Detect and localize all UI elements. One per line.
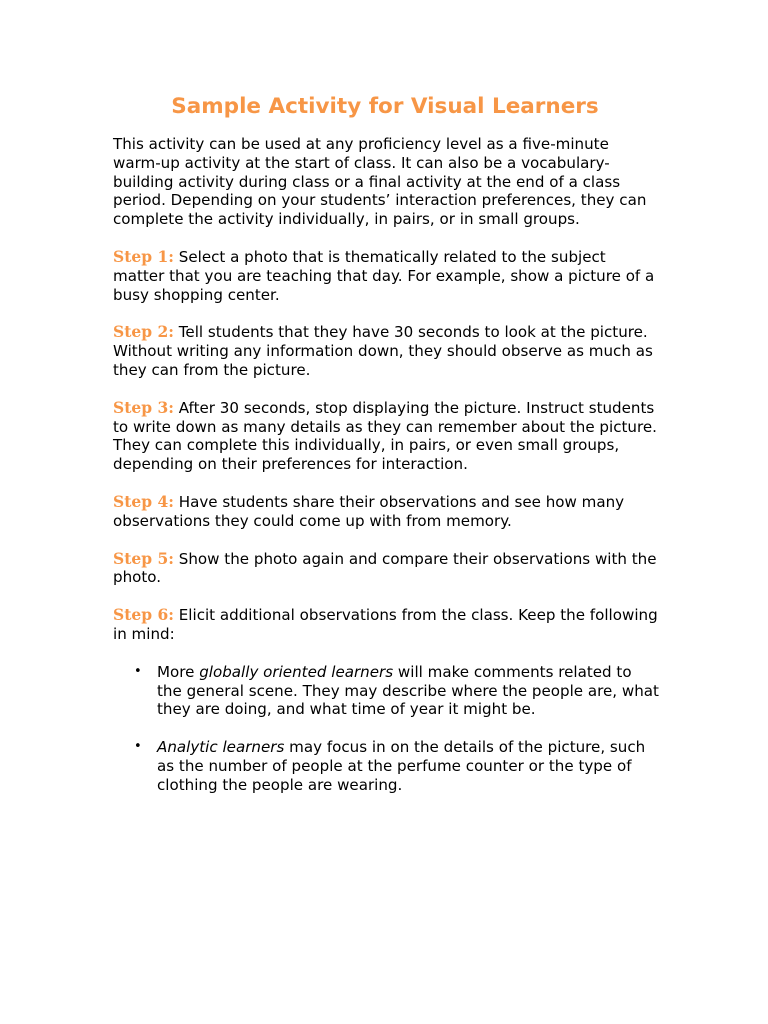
step-6-label: Step 6: <box>113 605 174 625</box>
step-4-text: Have students share their observations and see how many observations they could come up with from memory. <box>113 492 625 530</box>
learner-bullet-list <box>113 663 661 795</box>
step-3-label: Step 3: <box>113 397 174 417</box>
step-4-paragraph <box>113 493 661 531</box>
step-3-text: After 30 seconds, stop displaying the picture. Instruct students to write down as many details as they can remember about the picture. They can complete this individually, in pairs, or even small groups, depending on their preferences for interaction. <box>113 398 657 474</box>
step-1-paragraph <box>113 248 661 304</box>
step-6-paragraph <box>113 606 661 644</box>
step-4-label: Step 4: <box>113 491 174 511</box>
step-6-text: Elicit additional observations from the class. Keep the following in mind: <box>113 606 658 643</box>
bullet-icon: • <box>134 739 142 755</box>
step-5-label: Step 5: <box>113 548 174 568</box>
step-5-paragraph <box>113 550 661 588</box>
bullet-text-after: will make comments related to the general scene. They may describe where the people are, what they are doing, and what time of year it might be. <box>157 662 659 719</box>
document-page <box>113 92 661 814</box>
bullet-icon: • <box>134 663 142 679</box>
step-2-paragraph <box>113 323 661 379</box>
step-2-text: Tell students that they have 30 seconds to look at the picture. Without writing any information down, they should observe as much as they can from the picture. <box>113 323 653 379</box>
bullet-text-before: More <box>157 662 200 681</box>
step-2-label: Step 2: <box>113 322 174 342</box>
bullet-text-after: may focus in on the details of the picture, such as the number of people at the perfume counter or the type of clothing the people are wearing. <box>157 738 646 794</box>
bullet-emphasis: globally oriented learners <box>199 662 394 681</box>
step-3-paragraph <box>113 399 661 474</box>
step-5-text: Show the photo again and compare their observations with the photo. <box>113 549 657 587</box>
bullet-global-learners <box>134 662 661 719</box>
bullet-emphasis: Analytic learners <box>157 738 285 757</box>
page-title: Sample Activity for Visual Learners <box>171 94 599 119</box>
bullet-analytic-learners <box>134 738 661 794</box>
step-1-label: Step 1: <box>113 246 174 266</box>
step-1-text: Select a photo that is thematically related to the subject matter that you are teaching that day. For example, show a picture of a busy shopping center. <box>113 247 655 304</box>
intro-paragraph: This activity can be used at any proficiency level as a five-minute warm-up activity at the start of class. It can also be a vocabulary-building activity during class or a final activity at the end of a class period. Depending on your students’ interaction preferences, they can complete the activity individually, in pairs, or in small groups. <box>113 135 647 229</box>
